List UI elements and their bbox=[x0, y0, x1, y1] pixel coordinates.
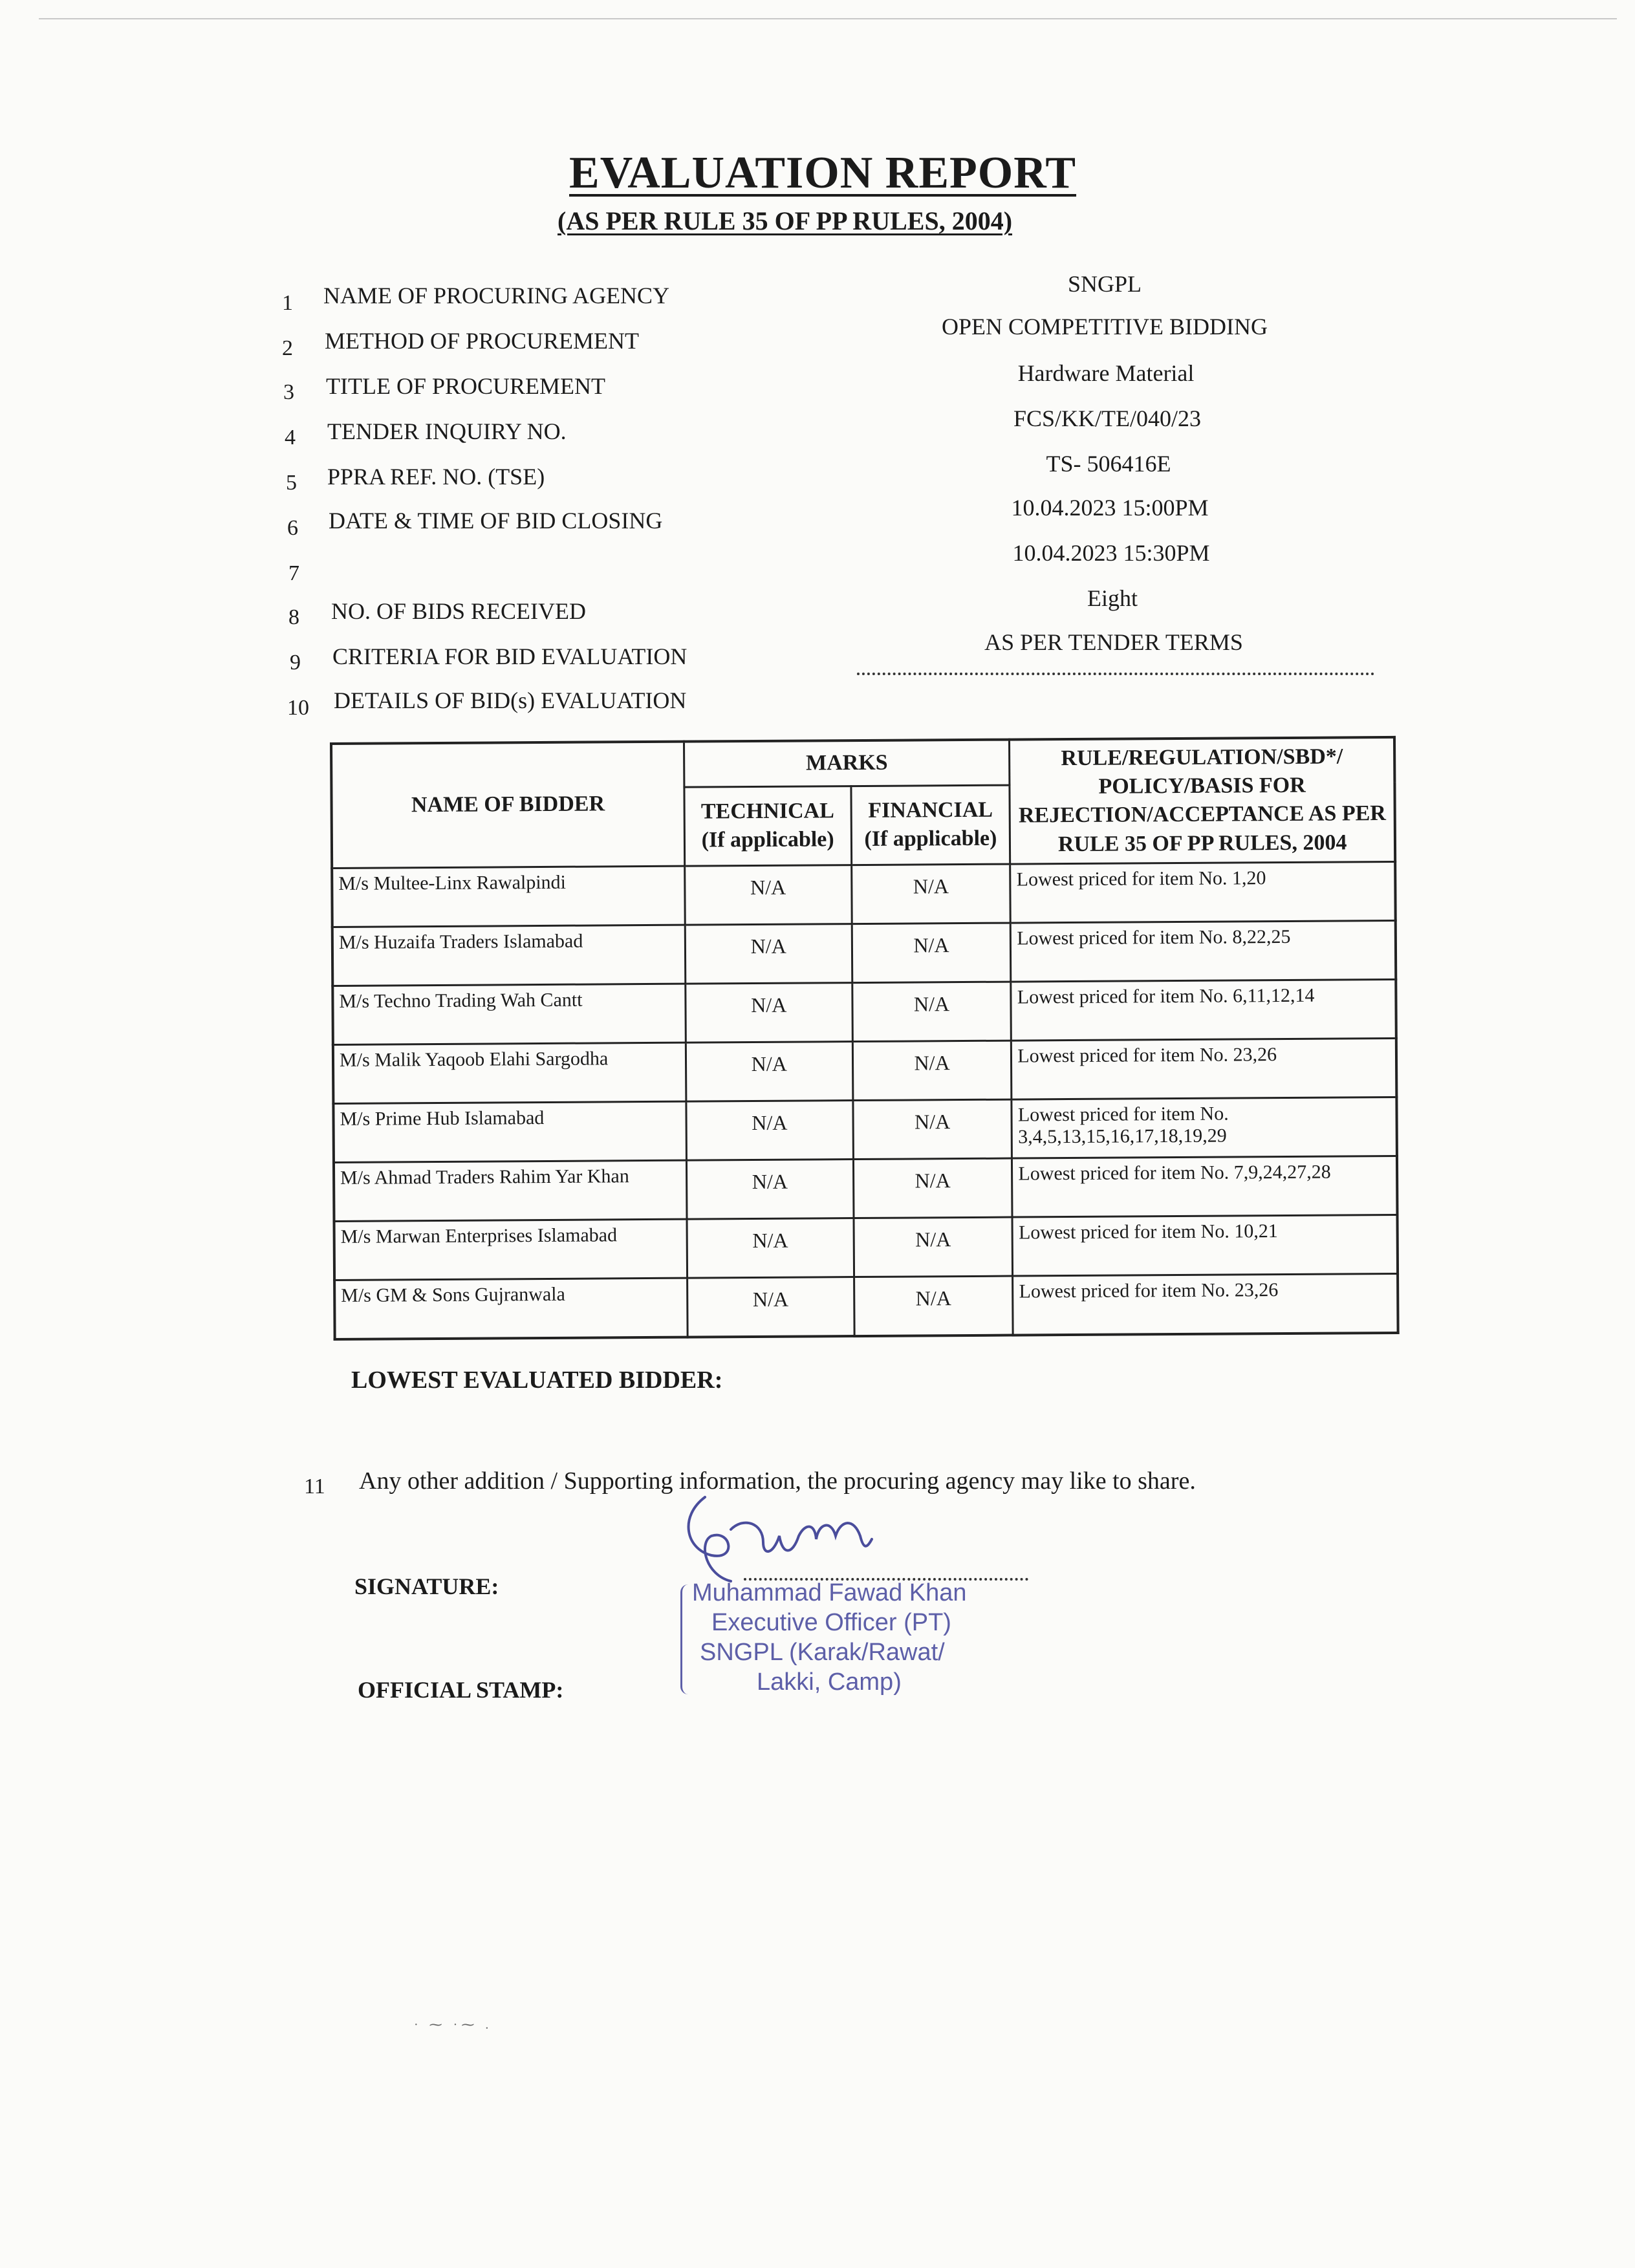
item-number: 11 bbox=[304, 1474, 325, 1498]
evaluation-basis: Lowest priced for item No. 6,11,12,14 bbox=[1011, 979, 1396, 1041]
table-row bbox=[332, 979, 1396, 1044]
header-financial-note: (If applicable) bbox=[864, 826, 997, 852]
table-row bbox=[334, 1156, 1398, 1221]
item-value: TS- 506416E bbox=[1046, 451, 1171, 477]
financial-mark: N/A bbox=[852, 982, 1011, 1041]
bidder-name: M/s Huzaifa Traders Islamabad bbox=[332, 925, 686, 986]
header-technical bbox=[684, 786, 852, 865]
bidder-name: M/s Techno Trading Wah Cantt bbox=[332, 984, 686, 1044]
header-rule-basis: RULE/REGULATION/SBD*/ POLICY/BASIS FOR REJECTION/ACCEPTANCE AS PER RULE 35 OF PP RULES, 2004 bbox=[1010, 737, 1395, 864]
item-value: Eight bbox=[1087, 585, 1138, 611]
technical-mark: N/A bbox=[687, 1218, 854, 1278]
stamp-line: SNGPL (Karak/Rawat/ bbox=[700, 1639, 945, 1666]
bidder-name: M/s Ahmad Traders Rahim Yar Khan bbox=[334, 1160, 687, 1221]
item-label: NAME OF PROCURING AGENCY bbox=[323, 283, 670, 308]
table-row bbox=[332, 861, 1396, 927]
technical-mark: N/A bbox=[685, 865, 852, 925]
item-number: 10 bbox=[287, 696, 309, 720]
document-title: EVALUATION REPORT bbox=[569, 148, 1077, 198]
item-value: FCS/KK/TE/040/23 bbox=[1013, 405, 1202, 431]
item-number: 4 bbox=[285, 426, 296, 449]
financial-mark: N/A bbox=[852, 1041, 1012, 1100]
header-marks: MARKS bbox=[684, 740, 1010, 787]
item-value: 10.04.2023 15:00PM bbox=[1011, 495, 1209, 521]
official-stamp bbox=[686, 1578, 1048, 1697]
header-bidder: NAME OF BIDDER bbox=[331, 742, 685, 869]
table-row bbox=[334, 1273, 1398, 1339]
technical-mark: N/A bbox=[686, 1159, 853, 1219]
item-value: OPEN COMPETITIVE BIDDING bbox=[942, 314, 1268, 340]
evaluation-basis: Lowest priced for item No. 3,4,5,13,15,16,17,18,19,29 bbox=[1012, 1097, 1397, 1158]
item-number: 8 bbox=[288, 605, 299, 629]
table-row bbox=[333, 1097, 1397, 1162]
table-row bbox=[334, 1215, 1398, 1280]
stamp-line: Muhammad Fawad Khan bbox=[692, 1579, 967, 1606]
table-row bbox=[333, 1038, 1397, 1103]
header-technical-note: (If applicable) bbox=[701, 827, 834, 852]
official-stamp-label: OFFICIAL STAMP: bbox=[358, 1677, 564, 1703]
item-number: 7 bbox=[288, 561, 299, 585]
financial-mark: N/A bbox=[853, 1158, 1012, 1218]
item-label: TENDER INQUIRY NO. bbox=[327, 418, 567, 444]
financial-mark: N/A bbox=[854, 1276, 1013, 1336]
item-number: 5 bbox=[286, 471, 297, 495]
table-row bbox=[332, 920, 1396, 986]
item-label: DETAILS OF BID(s) EVALUATION bbox=[334, 687, 687, 713]
technical-mark: N/A bbox=[687, 1277, 854, 1337]
scan-top-edge bbox=[39, 18, 1617, 19]
item-value: 10.04.2023 15:30PM bbox=[1012, 540, 1210, 566]
bidder-name: M/s GM & Sons Gujranwala bbox=[334, 1278, 688, 1339]
financial-mark: N/A bbox=[852, 923, 1011, 982]
item-number: 9 bbox=[290, 651, 301, 675]
technical-mark: N/A bbox=[686, 1041, 852, 1101]
item-value: AS PER TENDER TERMS bbox=[984, 629, 1243, 655]
bidder-name: M/s Malik Yaqoob Elahi Sargodha bbox=[333, 1042, 686, 1103]
dotted-leader bbox=[857, 673, 1374, 675]
header-technical-label: TECHNICAL bbox=[700, 799, 834, 824]
item-label: PPRA REF. NO. (TSE) bbox=[327, 464, 545, 490]
item-label: NO. OF BIDS RECEIVED bbox=[331, 598, 587, 624]
evaluation-basis: Lowest priced for item No. 23,26 bbox=[1012, 1038, 1397, 1099]
financial-mark: N/A bbox=[851, 864, 1010, 923]
scan-smudge: · ⁓ ·⁓ . bbox=[414, 2018, 493, 2032]
item-label: TITLE OF PROCUREMENT bbox=[326, 373, 605, 399]
item-label: CRITERIA FOR BID EVALUATION bbox=[332, 643, 688, 669]
supporting-info-text: Any other addition / Supporting information, the procuring agency may like to share. bbox=[359, 1467, 1196, 1495]
financial-mark: N/A bbox=[854, 1217, 1013, 1277]
evaluation-basis: Lowest priced for item No. 7,9,24,27,28 bbox=[1012, 1156, 1398, 1217]
item-value: Hardware Material bbox=[1017, 360, 1195, 386]
technical-mark: N/A bbox=[686, 1100, 853, 1160]
stamp-line: Lakki, Camp) bbox=[757, 1669, 902, 1696]
evaluation-basis: Lowest priced for item No. 23,26 bbox=[1013, 1273, 1398, 1335]
lowest-bidder-label: LOWEST EVALUATED BIDDER: bbox=[351, 1366, 723, 1394]
item-value: SNGPL bbox=[1067, 271, 1142, 297]
item-number: 1 bbox=[282, 291, 293, 315]
technical-mark: N/A bbox=[685, 923, 852, 984]
header-financial-label: FINANCIAL bbox=[868, 797, 993, 823]
technical-mark: N/A bbox=[686, 982, 852, 1042]
item-number: 3 bbox=[283, 380, 294, 404]
signature-label: SIGNATURE: bbox=[354, 1573, 499, 1599]
evaluation-basis: Lowest priced for item No. 1,20 bbox=[1010, 861, 1396, 923]
bid-evaluation-table bbox=[330, 736, 1400, 1341]
stamp-line: Executive Officer (PT) bbox=[711, 1609, 951, 1636]
evaluation-basis: Lowest priced for item No. 10,21 bbox=[1012, 1215, 1398, 1276]
item-label: DATE & TIME OF BID CLOSING bbox=[329, 508, 663, 534]
item-number: 2 bbox=[282, 336, 293, 360]
financial-mark: N/A bbox=[853, 1099, 1012, 1159]
header-financial bbox=[851, 785, 1011, 865]
bidder-name: M/s Multee-Linx Rawalpindi bbox=[332, 866, 685, 927]
table-header-row bbox=[331, 737, 1394, 789]
document-subtitle: (AS PER RULE 35 OF PP RULES, 2004) bbox=[558, 206, 1013, 235]
bidder-name: M/s Prime Hub Islamabad bbox=[333, 1101, 686, 1162]
bidder-name: M/s Marwan Enterprises Islamabad bbox=[334, 1219, 688, 1280]
item-label: METHOD OF PROCUREMENT bbox=[325, 328, 640, 354]
evaluation-basis: Lowest priced for item No. 8,22,25 bbox=[1011, 920, 1396, 982]
item-number: 6 bbox=[287, 516, 298, 540]
